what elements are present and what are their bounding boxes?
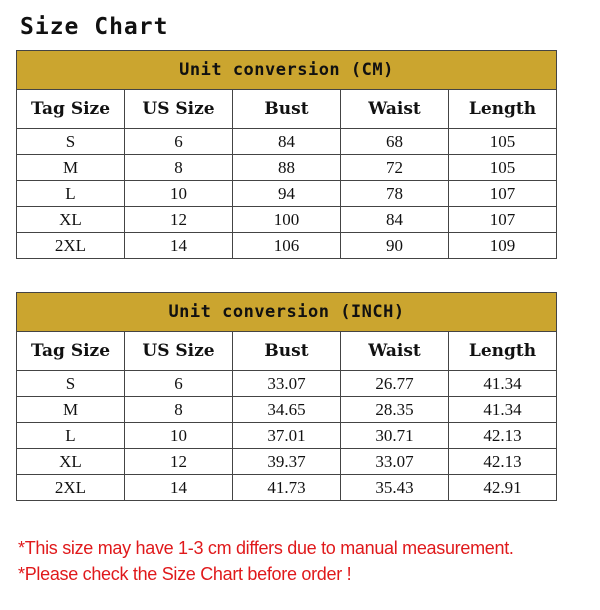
- column-header: Length: [449, 332, 557, 371]
- table-cell: 33.07: [341, 449, 449, 475]
- table-cell: 106: [233, 233, 341, 259]
- table-cell: L: [17, 423, 125, 449]
- column-header: Waist: [341, 90, 449, 129]
- table-row: [17, 397, 557, 423]
- table-cell: 88: [233, 155, 341, 181]
- size-table-cm: [16, 50, 557, 259]
- measurement-note: *This size may have 1-3 cm differs due to manual measurement.: [18, 538, 514, 558]
- column-header: Tag Size: [17, 332, 125, 371]
- column-header: US Size: [125, 90, 233, 129]
- table-cell: 41.34: [449, 371, 557, 397]
- table-cell: 105: [449, 129, 557, 155]
- table-row: [17, 371, 557, 397]
- table-cell: 39.37: [233, 449, 341, 475]
- column-header: Bust: [233, 332, 341, 371]
- table-cell: 12: [125, 207, 233, 233]
- table-cell: 14: [125, 233, 233, 259]
- table-cell: 42.13: [449, 449, 557, 475]
- table-cell: 8: [125, 155, 233, 181]
- table-row: [17, 449, 557, 475]
- disclaimer-notes: [18, 535, 514, 587]
- table-cell: 41.34: [449, 397, 557, 423]
- table-row: [17, 475, 557, 501]
- table-cell: S: [17, 129, 125, 155]
- table-cell: 41.73: [233, 475, 341, 501]
- table-cell: 84: [233, 129, 341, 155]
- table-cell: 6: [125, 371, 233, 397]
- table-row: [17, 155, 557, 181]
- table-cell: 42.13: [449, 423, 557, 449]
- table-cell: 14: [125, 475, 233, 501]
- table-row: [17, 423, 557, 449]
- table-cell: M: [17, 155, 125, 181]
- table-cell: 105: [449, 155, 557, 181]
- table-cell: 42.91: [449, 475, 557, 501]
- page-title: Size Chart: [20, 14, 169, 40]
- table-cell: 109: [449, 233, 557, 259]
- table-cell: 100: [233, 207, 341, 233]
- table-row: [17, 129, 557, 155]
- table-cell: 28.35: [341, 397, 449, 423]
- table-cell: 90: [341, 233, 449, 259]
- column-header: Waist: [341, 332, 449, 371]
- table-cell: L: [17, 181, 125, 207]
- table-cell: M: [17, 397, 125, 423]
- column-header: Tag Size: [17, 90, 125, 129]
- table-caption: Unit conversion (INCH): [17, 293, 557, 332]
- column-header: Bust: [233, 90, 341, 129]
- table-cell: 8: [125, 397, 233, 423]
- size-table-inch: [16, 292, 557, 501]
- table-cell: 107: [449, 181, 557, 207]
- table-cell: 6: [125, 129, 233, 155]
- table-caption: Unit conversion (CM): [17, 51, 557, 90]
- check-chart-note: *Please check the Size Chart before order !: [18, 564, 352, 584]
- table-cell: 72: [341, 155, 449, 181]
- table-cell: XL: [17, 449, 125, 475]
- table-cell: 68: [341, 129, 449, 155]
- table-row: [17, 207, 557, 233]
- table-cell: 94: [233, 181, 341, 207]
- table-cell: 26.77: [341, 371, 449, 397]
- table-cell: 107: [449, 207, 557, 233]
- table-cell: 35.43: [341, 475, 449, 501]
- table-cell: 84: [341, 207, 449, 233]
- table-cell: 10: [125, 423, 233, 449]
- table-row: [17, 181, 557, 207]
- table-cell: 10: [125, 181, 233, 207]
- table-cell: 33.07: [233, 371, 341, 397]
- table-cell: 30.71: [341, 423, 449, 449]
- column-header: Length: [449, 90, 557, 129]
- table-cell: 2XL: [17, 233, 125, 259]
- table-cell: 2XL: [17, 475, 125, 501]
- table-cell: 37.01: [233, 423, 341, 449]
- table-cell: XL: [17, 207, 125, 233]
- table-cell: 12: [125, 449, 233, 475]
- table-row: [17, 233, 557, 259]
- column-header: US Size: [125, 332, 233, 371]
- table-cell: 34.65: [233, 397, 341, 423]
- table-cell: S: [17, 371, 125, 397]
- table-cell: 78: [341, 181, 449, 207]
